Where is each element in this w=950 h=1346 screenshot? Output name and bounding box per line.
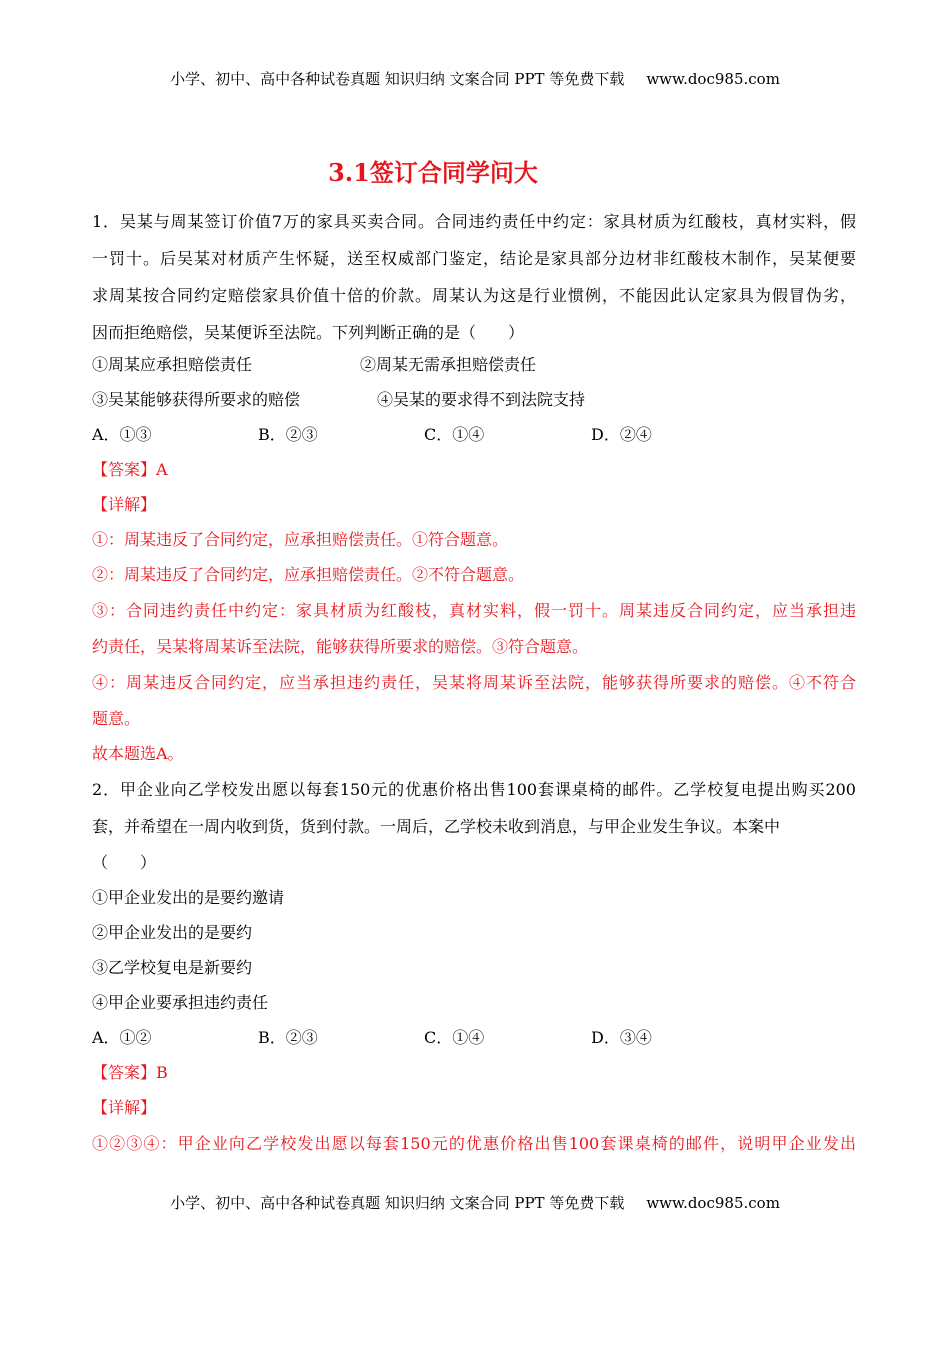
option-c: C．①④: [424, 1028, 485, 1047]
q1-conclusion: 故本题选A。: [92, 744, 184, 763]
q1-detail-line: 题意。: [92, 709, 141, 728]
answer-label: 【答案】: [92, 460, 157, 479]
q2-line: 套，并希望在一周内收到货，货到付款。一周后，乙学校未收到消息，与甲企业发生争议。本案中: [92, 817, 781, 836]
q1-detail-line: ①：周某违反了合同约定，应承担赔偿责任。①符合题意。: [92, 530, 509, 549]
q1-line: 求周某按合同约定赔偿家具价值十倍的价款。周某认为这是行业惯例，不能因此认定家具为假冒伪劣，: [92, 286, 856, 305]
q1-detail-line: 约责任，吴某将周某诉至法院，能够获得所要求的赔偿。③符合题意。: [92, 637, 589, 656]
q2-detail-line: ①②③④：甲企业向乙学校发出愿以每套150元的优惠价格出售100套课桌椅的邮件，说明甲企业发出: [92, 1134, 856, 1153]
answer-label: 【答案】: [92, 1063, 157, 1082]
q2-line: 2．甲企业向乙学校发出愿以每套150元的优惠价格出售100套课桌椅的邮件。乙学校复电提出购买200: [92, 780, 856, 799]
option-a: A．①③: [92, 425, 152, 444]
document-body: [92, 203, 856, 1162]
question-2: [92, 771, 856, 1162]
option-d: D．②④: [591, 425, 652, 444]
answer-value: B: [156, 1063, 168, 1082]
q2-line: （ ）: [92, 853, 157, 872]
answer-value: A: [156, 460, 168, 479]
q2-answer: [92, 1055, 856, 1090]
q1-statements-row: [92, 347, 856, 382]
q2-detail-label: 【详解】: [92, 1098, 157, 1117]
option-d: D．③④: [591, 1028, 652, 1047]
q1-line: 因而拒绝赔偿，吴某便诉至法院。下列判断正确的是（ ）: [92, 323, 525, 342]
q1-statements-row: [92, 382, 856, 417]
q1-answer: [92, 452, 856, 487]
option-b: B．②③: [258, 1028, 318, 1047]
page-header: [0, 68, 950, 89]
statement: ④甲企业要承担违约责任: [92, 993, 269, 1012]
footer-text: 小学、初中、高中各种试卷真题 知识归纳 文案合同 PPT 等免费下载: [170, 1194, 625, 1212]
header-text: 小学、初中、高中各种试卷真题 知识归纳 文案合同 PPT 等免费下载: [170, 70, 625, 88]
page-footer: [0, 1192, 950, 1213]
option-b: B．②③: [258, 425, 318, 444]
q2-options-row: [92, 1020, 856, 1055]
option-a: A．①②: [92, 1028, 152, 1047]
q1-line: 1．吴某与周某签订价值7万的家具买卖合同。合同违约责任中约定：家具材质为红酸枝，真材实料，假: [92, 212, 856, 231]
statement: ③乙学校复电是新要约: [92, 958, 253, 977]
statement: ①甲企业发出的是要约邀请: [92, 888, 285, 907]
q1-detail-line: ②：周某违反了合同约定，应承担赔偿责任。②不符合题意。: [92, 565, 525, 584]
question-1: [92, 203, 856, 771]
page-title: 3.1签订合同学问大: [328, 158, 538, 187]
option-c: C．①④: [424, 425, 485, 444]
q1-detail-line: ③：合同违约责任中约定：家具材质为红酸枝，真材实料，假一罚十。周某违反合同约定，应当承担违: [92, 601, 856, 620]
q1-detail-line: ④：周某违反合同约定，应当承担违约责任，吴某将周某诉至法院，能够获得所要求的赔偿。④不符合: [92, 673, 856, 692]
footer-site: www.doc985.com: [646, 1194, 780, 1212]
q1-detail-label: 【详解】: [92, 495, 157, 514]
statement: ④吴某的要求得不到法院支持: [377, 390, 586, 409]
header-site: www.doc985.com: [646, 70, 780, 88]
q1-line: 一罚十。后吴某对材质产生怀疑，送至权威部门鉴定，结论是家具部分边材非红酸枝木制作，吴某便要: [92, 249, 856, 268]
statement: ②周某无需承担赔偿责任: [360, 355, 537, 374]
statement: ③吴某能够获得所要求的赔偿: [92, 390, 301, 409]
statement: ①周某应承担赔偿责任: [92, 355, 253, 374]
q1-options-row: [92, 417, 856, 452]
statement: ②甲企业发出的是要约: [92, 923, 253, 942]
